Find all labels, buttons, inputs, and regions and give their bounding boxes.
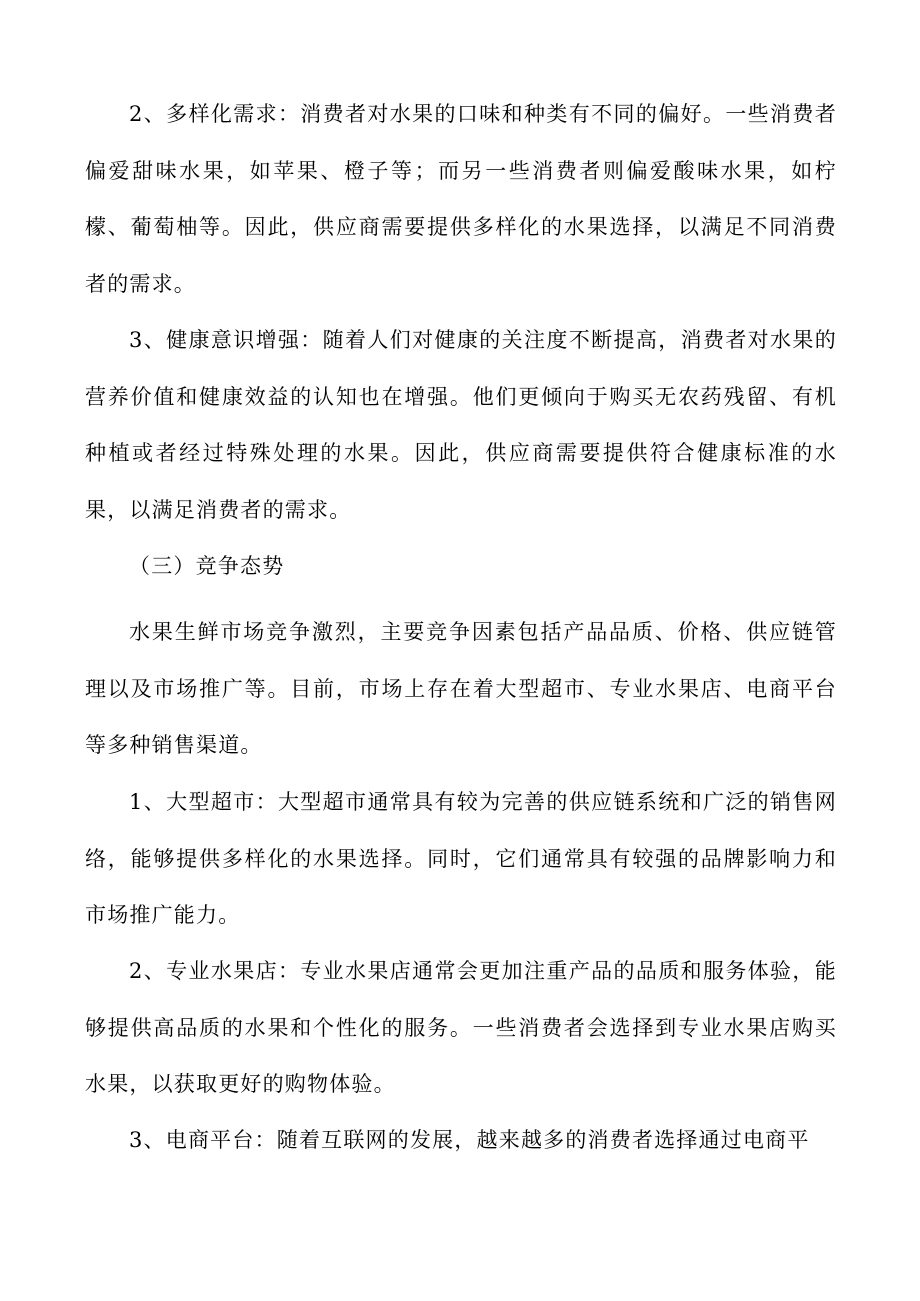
paragraph-competition-overview: 水果生鲜市场竞争激烈，主要竞争因素包括产品品质、价格、供应链管理以及市场推广等。目前，市场上存在着大型超市、专业水果店、电商平台等多种销售渠道。 — [85, 620, 837, 757]
paragraph-supermarkets: 1、大型超市：大型超市通常具有较为完善的供应链系统和广泛的销售网络，能够提供多样化的水果选择。同时，它们通常具有较强的品牌影响力和市场推广能力。 — [85, 790, 837, 927]
paragraph-diverse-demand: 2、多样化需求：消费者对水果的口味和种类有不同的偏好。一些消费者偏爱甜味水果，如苹果、橙子等；而另一些消费者则偏爱酸味水果，如柠檬、葡萄柚等。因此，供应商需要提供多样化的水果选择，以满足不同消费者的需求。 — [85, 102, 837, 296]
paragraph-fruit-stores: 2、专业水果店：专业水果店通常会更加注重产品的品质和服务体验，能够提供高品质的水果和个性化的服务。一些消费者会选择到专业水果店购买水果，以获取更好的购物体验。 — [85, 959, 837, 1096]
section-heading-competition: （三）竞争态势 — [129, 554, 285, 578]
paragraph-ecommerce: 3、电商平台：随着互联网的发展，越来越多的消费者选择通过电商平 — [129, 1128, 810, 1152]
paragraph-health-awareness: 3、健康意识增强：随着人们对健康的关注度不断提高，消费者对水果的营养价值和健康效益的认知也在增强。他们更倾向于购买无农药残留、有机种植或者经过特殊处理的水果。因此，供应商需要提供符合健康标准的水果，以满足消费者的需求。 — [85, 328, 837, 522]
